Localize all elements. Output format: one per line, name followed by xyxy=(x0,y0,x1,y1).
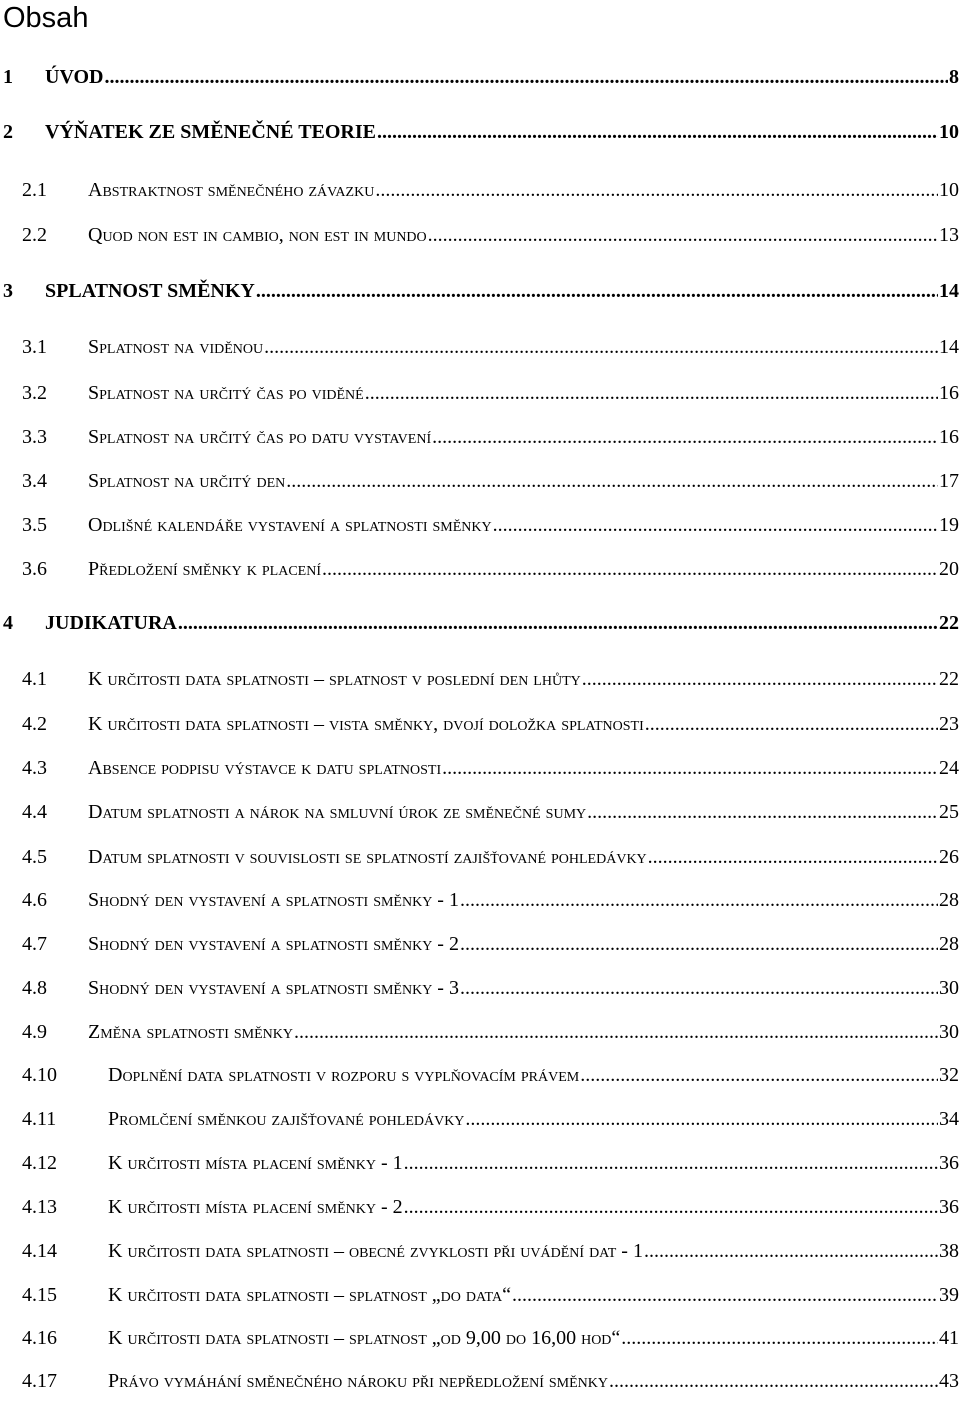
toc-entry-title: Odlišné kalendáře vystavení a splatnosti směnky xyxy=(88,514,492,536)
toc-entry-page: 43 xyxy=(939,1370,959,1392)
dot-leader xyxy=(609,1370,938,1393)
dot-leader xyxy=(377,121,938,144)
dot-leader xyxy=(428,224,938,247)
toc-entry-number: 4.16 xyxy=(22,1327,57,1349)
toc-entry[interactable] xyxy=(0,66,960,100)
toc-entry[interactable] xyxy=(0,1108,960,1142)
toc-entry-number: 3.5 xyxy=(22,514,47,536)
toc-entry-title: Quod non est in cambio, non est in mundo xyxy=(88,224,427,246)
toc-entry-number: 4.17 xyxy=(22,1370,57,1392)
dot-leader xyxy=(432,426,938,449)
toc-entry-title: Splatnost na viděnou xyxy=(88,336,264,358)
toc-entry-page: 24 xyxy=(939,757,959,779)
toc-entry-title: Shodný den vystavení a splatnosti směnky - 1 xyxy=(88,889,459,911)
toc-entry-page: 10 xyxy=(939,121,959,143)
toc-entry-title: K určitosti data splatnosti – splatnost v poslední den lhůty xyxy=(88,668,581,690)
toc-entry-page: 22 xyxy=(939,668,959,690)
toc-entry-page: 38 xyxy=(939,1240,959,1262)
toc-entry-number: 4.7 xyxy=(22,933,47,955)
toc-entry-page: 39 xyxy=(939,1284,959,1306)
dot-leader xyxy=(442,757,938,780)
toc-entry[interactable] xyxy=(0,933,960,967)
toc-entry-number: 4 xyxy=(3,612,13,634)
toc-entry-title: K určitosti data splatnosti – splatnost „od 9,00 do 16,00 hod“ xyxy=(108,1327,621,1349)
toc-entry[interactable] xyxy=(0,612,960,646)
toc-entry-page: 36 xyxy=(939,1196,959,1218)
dot-leader xyxy=(587,801,938,824)
dot-leader xyxy=(105,66,949,89)
toc-entry-title: VÝŇATEK ZE SMĚNEČNÉ TEORIE xyxy=(45,121,376,143)
toc-entry-title: Absence podpisu výstavce k datu splatnosti xyxy=(88,757,442,779)
toc-entry-title: K určitosti místa placení směnky - 1 xyxy=(108,1152,403,1174)
toc-entry-page: 26 xyxy=(939,846,959,868)
toc-entry[interactable] xyxy=(0,846,960,880)
toc-entry[interactable] xyxy=(0,668,960,702)
dot-leader xyxy=(375,179,938,202)
toc-entry-page: 34 xyxy=(939,1108,959,1130)
toc-entry-title: K určitosti data splatnosti – obecné zvyklosti při uvádění dat - 1 xyxy=(108,1240,643,1262)
dot-leader xyxy=(493,514,938,537)
toc-entry-title: Předložení směnky k placení xyxy=(88,558,321,580)
dot-leader xyxy=(256,280,938,303)
page-title: Obsah xyxy=(3,2,89,34)
toc-entry[interactable] xyxy=(0,1152,960,1186)
toc-entry[interactable] xyxy=(0,179,960,213)
dot-leader xyxy=(322,558,938,581)
dot-leader xyxy=(404,1196,938,1219)
toc-entry-number: 4.14 xyxy=(22,1240,57,1262)
toc-entry[interactable] xyxy=(0,757,960,791)
toc-entry-number: 4.2 xyxy=(22,713,47,735)
toc-entry-page: 30 xyxy=(939,1021,959,1043)
toc-entry[interactable] xyxy=(0,121,960,155)
toc-entry-number: 4.11 xyxy=(22,1108,57,1130)
toc-entry-title: Datum splatnosti a nárok na smluvní úrok ze směnečné sumy xyxy=(88,801,587,823)
toc-entry-page: 14 xyxy=(939,336,959,358)
toc-entry-number: 3.2 xyxy=(22,382,47,404)
toc-entry[interactable] xyxy=(0,977,960,1011)
toc-entry-number: 4.6 xyxy=(22,889,47,911)
toc-entry-title: JUDIKATURA xyxy=(45,612,177,634)
dot-leader xyxy=(621,1327,938,1350)
toc-entry[interactable] xyxy=(0,558,960,592)
toc-entry-number: 3.3 xyxy=(22,426,47,448)
toc-entry-page: 10 xyxy=(939,179,959,201)
toc-entry-page: 30 xyxy=(939,977,959,999)
toc-entry-page: 17 xyxy=(939,470,959,492)
toc-entry-page: 16 xyxy=(939,426,959,448)
toc-entry-title: Abstraktnost směnečného závazku xyxy=(88,179,375,201)
toc-entry[interactable] xyxy=(0,1196,960,1230)
toc-entry-title: Shodný den vystavení a splatnosti směnky - 3 xyxy=(88,977,459,999)
dot-leader xyxy=(264,336,938,359)
toc-entry-number: 2.2 xyxy=(22,224,47,246)
toc-entry-title: Splatnost na určitý čas po datu vystavení xyxy=(88,426,432,448)
toc-entry-number: 2 xyxy=(3,121,13,143)
toc-entry-number: 4.8 xyxy=(22,977,47,999)
toc-entry-page: 22 xyxy=(939,612,959,634)
toc-entry[interactable] xyxy=(0,713,960,747)
toc-entry[interactable] xyxy=(0,1370,960,1404)
toc-entry-number: 4.3 xyxy=(22,757,47,779)
toc-entry[interactable] xyxy=(0,1284,960,1318)
toc-entry[interactable] xyxy=(0,382,960,416)
dot-leader xyxy=(644,1240,938,1263)
dot-leader xyxy=(294,1021,938,1044)
dot-leader xyxy=(404,1152,938,1175)
toc-entry-page: 8 xyxy=(949,66,959,88)
toc-entry-page: 14 xyxy=(939,280,959,302)
toc-entry-page: 19 xyxy=(939,514,959,536)
toc-entry-title: K určitosti data splatnosti – splatnost „do data“ xyxy=(108,1284,511,1306)
toc-entry-number: 3.4 xyxy=(22,470,47,492)
toc-entry-title: Splatnost na určitý čas po viděné xyxy=(88,382,364,404)
toc-entry-number: 1 xyxy=(3,66,13,88)
toc-entry-number: 4.15 xyxy=(22,1284,57,1306)
toc-entry-page: 23 xyxy=(939,713,959,735)
dot-leader xyxy=(648,846,938,869)
toc-entry-page: 28 xyxy=(939,889,959,911)
toc-entry-title: SPLATNOST SMĚNKY xyxy=(45,280,255,302)
toc-entry-title: Právo vymáhání směnečného nároku při nepředložení směnky xyxy=(108,1370,609,1392)
dot-leader xyxy=(465,1108,938,1131)
toc-entry[interactable] xyxy=(0,336,960,370)
toc-entry-page: 13 xyxy=(939,224,959,246)
toc-entry-title: ÚVOD xyxy=(45,66,104,88)
toc-entry-page: 28 xyxy=(939,933,959,955)
toc-entry-number: 4.12 xyxy=(22,1152,57,1174)
toc-entry-title: Změna splatnosti směnky xyxy=(88,1021,294,1043)
toc-entry-title: K určitosti data splatnosti – vista směnky, dvojí doložka splatnosti xyxy=(88,713,644,735)
dot-leader xyxy=(645,713,938,736)
toc-entry[interactable] xyxy=(0,1021,960,1055)
toc-entry-title: Splatnost na určitý den xyxy=(88,470,286,492)
toc-entry-number: 4.9 xyxy=(22,1021,47,1043)
toc-entry[interactable] xyxy=(0,224,960,258)
toc-entry-title: Datum splatnosti v souvislosti se splatností zajišťované pohledávky xyxy=(88,846,647,868)
toc-entry[interactable] xyxy=(0,514,960,548)
toc-entry-number: 3 xyxy=(3,280,13,302)
toc-entry-page: 20 xyxy=(939,558,959,580)
toc-entry[interactable] xyxy=(0,889,960,923)
toc-entry-number: 4.10 xyxy=(22,1064,57,1086)
toc-entry-number: 4.4 xyxy=(22,801,47,823)
toc-entry-number: 3.6 xyxy=(22,558,47,580)
toc-entry[interactable] xyxy=(0,1327,960,1361)
toc-entry-number: 4.1 xyxy=(22,668,47,690)
toc-entry-page: 32 xyxy=(939,1064,959,1086)
toc-entry-title: Doplnění data splatnosti v rozporu s vyplňovacím právem xyxy=(108,1064,580,1086)
toc-entry-title: Shodný den vystavení a splatnosti směnky - 2 xyxy=(88,933,459,955)
toc-entry-title: K určitosti místa placení směnky - 2 xyxy=(108,1196,403,1218)
toc-entry-page: 41 xyxy=(939,1327,959,1349)
dot-leader xyxy=(512,1284,938,1307)
toc-entry[interactable] xyxy=(0,1064,960,1098)
toc-entry-number: 3.1 xyxy=(22,336,47,358)
dot-leader xyxy=(365,382,938,405)
dot-leader xyxy=(460,889,938,912)
toc-entry[interactable] xyxy=(0,426,960,460)
toc-entry-page: 36 xyxy=(939,1152,959,1174)
dot-leader xyxy=(582,668,938,691)
toc-entry-page: 25 xyxy=(939,801,959,823)
toc-entry-title: Promlčení směnkou zajišťované pohledávky xyxy=(108,1108,465,1130)
toc-entry-number: 2.1 xyxy=(22,179,47,201)
dot-leader xyxy=(460,933,938,956)
dot-leader xyxy=(286,470,938,493)
dot-leader xyxy=(580,1064,938,1087)
toc-entry[interactable] xyxy=(0,801,960,835)
dot-leader xyxy=(460,977,938,1000)
toc-entry[interactable] xyxy=(0,1240,960,1274)
toc-entry[interactable] xyxy=(0,470,960,504)
toc-entry-number: 4.5 xyxy=(22,846,47,868)
toc-entry[interactable] xyxy=(0,280,960,314)
dot-leader xyxy=(178,612,938,635)
toc-entry-number: 4.13 xyxy=(22,1196,57,1218)
toc-entry-page: 16 xyxy=(939,382,959,404)
